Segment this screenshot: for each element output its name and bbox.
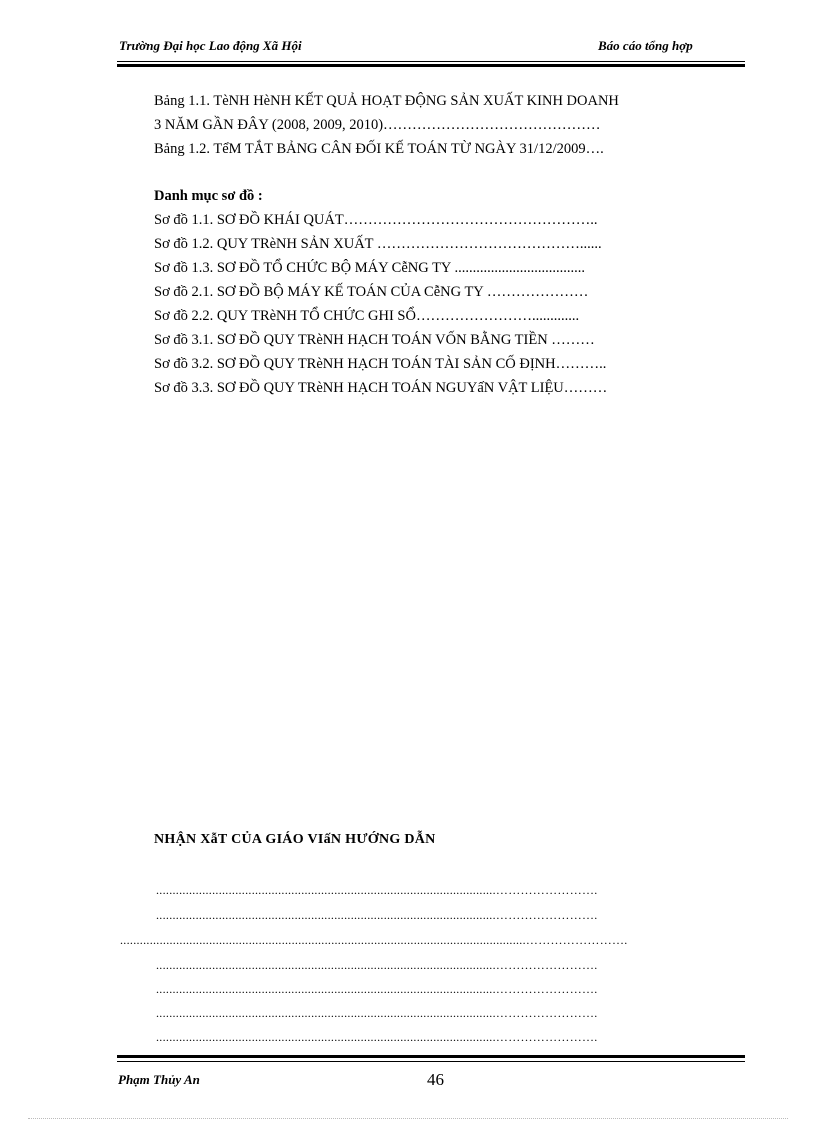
footer-rule-thin: [117, 1061, 745, 1062]
list-item-table-1-1: Bảng 1.1. TèNH HèNH KẾT QUẢ HOẠT ĐỘNG SẢN XUẤT KINH DOANH: [154, 93, 619, 109]
feedback-line: .......................................................................................................…………………….: [156, 1030, 598, 1044]
page-number: 46: [427, 1070, 444, 1089]
list-item-table-1-2: Bảng 1.2. TểM TẮT BẢNG CÂN ĐỐI KẾ TOÁN TỪ NGÀY 31/12/2009….: [154, 141, 604, 157]
feedback-line: .......................................................................................................…………………….: [156, 908, 598, 922]
diagram-list-heading: Danh mục sơ đồ :: [154, 188, 263, 204]
footer-author: Phạm Thủy An: [118, 1072, 200, 1087]
list-item-diagram-3-1: Sơ đồ 3.1. SƠ ĐỒ QUY TRèNH HẠCH TOÁN VỐN BẰNG TIỀN ………: [154, 332, 595, 348]
feedback-line: .......................................................................................................…………………….: [156, 1006, 598, 1020]
list-item-diagram-3-3: Sơ đồ 3.3. SƠ ĐỒ QUY TRèNH HẠCH TOÁN NGUYấN VẬT LIỆU………: [154, 380, 608, 396]
header-rule-thin: [117, 61, 745, 62]
footer-rule-thick: [117, 1055, 745, 1058]
feedback-line: .......................................................................................................…………………….: [156, 958, 598, 972]
list-item-diagram-2-1: Sơ đồ 2.1. SƠ ĐỒ BỘ MÁY KẾ TOÁN CỦA CễNG TY …………………: [154, 284, 589, 300]
list-item-diagram-1-3: Sơ đồ 1.3. SƠ ĐỒ TỔ CHỨC BỘ MÁY CễNG TY ....................................: [154, 260, 585, 276]
page-edge-dotted-line: [28, 1118, 788, 1119]
header-rule-thick: [117, 64, 745, 67]
list-item-diagram-3-2: Sơ đồ 3.2. SƠ ĐỒ QUY TRèNH HẠCH TOÁN TÀI SẢN CỐ ĐỊNH………..: [154, 356, 607, 372]
feedback-line: .......................................................................................................…………………….: [156, 982, 598, 996]
header-report-title: Báo cáo tổng hợp: [598, 38, 693, 53]
feedback-line: ...........................................................................................................................…………………….: [120, 933, 628, 947]
feedback-title: NHẬN XẫT CỦA GIÁO VIấN HƯỚNG DẪN: [154, 832, 436, 847]
list-item-table-1-1-cont: 3 NĂM GẦN ĐÂY (2008, 2009, 2010)………………………………………: [154, 117, 601, 133]
list-item-diagram-1-2: Sơ đồ 1.2. QUY TRèNH SẢN XUẤT ……………………………………......: [154, 236, 602, 252]
feedback-line: .......................................................................................................…………………….: [156, 883, 598, 897]
list-item-diagram-1-1: Sơ đồ 1.1. SƠ ĐỒ KHÁI QUÁT……………………………………………..: [154, 212, 598, 228]
header-school-name: Trường Đại học Lao động Xã Hội: [119, 38, 302, 53]
list-item-diagram-2-2: Sơ đồ 2.2. QUY TRèNH TỔ CHỨC GHI SỔ…………………….............: [154, 308, 580, 324]
